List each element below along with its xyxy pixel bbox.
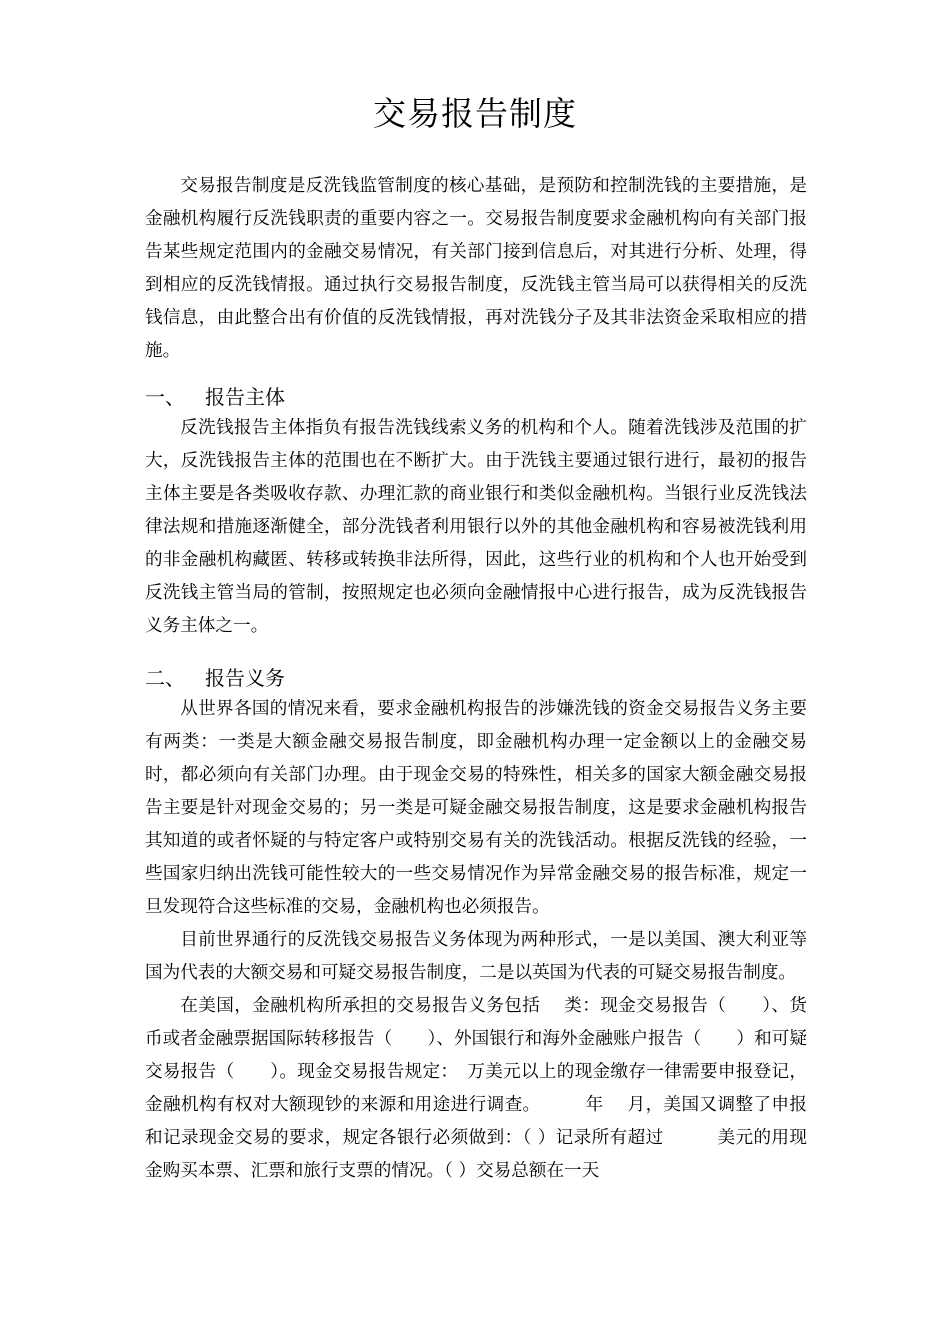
section-title: 报告义务 <box>205 666 285 690</box>
section-number: 一、 <box>145 385 185 409</box>
document-title: 交易报告制度 <box>373 94 577 133</box>
section-paragraph: 目前世界通行的反洗钱交易报告义务体现为两种形式，一是以美国、澳大利亚等国为代表的大额交易和可疑交易报告制度，二是以英国为代表的可疑交易报告制度。 <box>145 930 807 983</box>
section-reporting-obligation <box>145 663 807 1188</box>
intro-paragraph: 交易报告制度是反洗钱监管制度的核心基础，是预防和控制洗钱的主要措施，是金融机构履行反洗钱职责的重要内容之一。交易报告制度要求金融机构向有关部门报告某些规定范围内的金融交易情况，有关部门接到信息后，对其进行分析、处理，得到相应的反洗钱情报。通过执行交易报告制度，反洗钱主管当局可以获得相关的反洗钱信息，由此整合出有价值的反洗钱情报，再对洗钱分子及其非法资金采取相应的措施。 <box>145 176 807 361</box>
section-paragraph: 从世界各国的情况来看，要求金融机构报告的涉嫌洗钱的资金交易报告义务主要有两类：一类是大额金融交易报告制度，即金融机构办理一定金额以上的金融交易时，都必须向有关部门办理。由于现金交易的特殊性，相关多的国家大额金融交易报告主要是针对现金交易的；另一类是可疑金融交易报告制度，这是要求金融机构报告其知道的或者怀疑的与特定客户或特别交易有关的洗钱活动。根据反洗钱的经验，一些国家归纳出洗钱可能性较大的一些交易情况作为异常金融交易的报告标准，规定一旦发现符合这些标准的交易，金融机构也必须报告。 <box>145 699 807 917</box>
section-heading <box>145 382 807 412</box>
section-number: 二、 <box>145 666 185 690</box>
document-body <box>145 170 807 1188</box>
section-paragraph: 在美国，金融机构所承担的交易报告义务包括 类：现金交易报告（ ）、货币或者金融票据国际转移报告（ ）、外国银行和海外金融账户报告（ ）和可疑交易报告（ ）。现金交易报告规定： 万美元以上的现金缴存一律需要申报登记，金融机构有权对大额现钞的来源和用途进行调查。 年 月，美国又调整了申报和记录现金交易的要求，规定各银行必须做到：（ ）记录所有超过 美元的用现金购买本票、汇票和旅行支票的情况。（ ）交易总额在一天 <box>145 996 807 1181</box>
section-heading <box>145 663 807 693</box>
section-title: 报告主体 <box>205 385 285 409</box>
section-reporting-subject <box>145 382 807 643</box>
section-paragraph: 反洗钱报告主体指负有报告洗钱线索义务的机构和个人。随着洗钱涉及范围的扩大，反洗钱报告主体的范围也在不断扩大。由于洗钱主要通过银行进行，最初的报告主体主要是各类吸收存款、办理汇款的商业银行和类似金融机构。当银行业反洗钱法律法规和措施逐渐健全，部分洗钱者利用银行以外的其他金融机构和容易被洗钱利用的非金融机构藏匿、转移或转换非法所得，因此，这些行业的机构和个人也开始受到反洗钱主管当局的管制，按照规定也必须向金融情报中心进行报告，成为反洗钱报告义务主体之一。 <box>145 418 807 636</box>
